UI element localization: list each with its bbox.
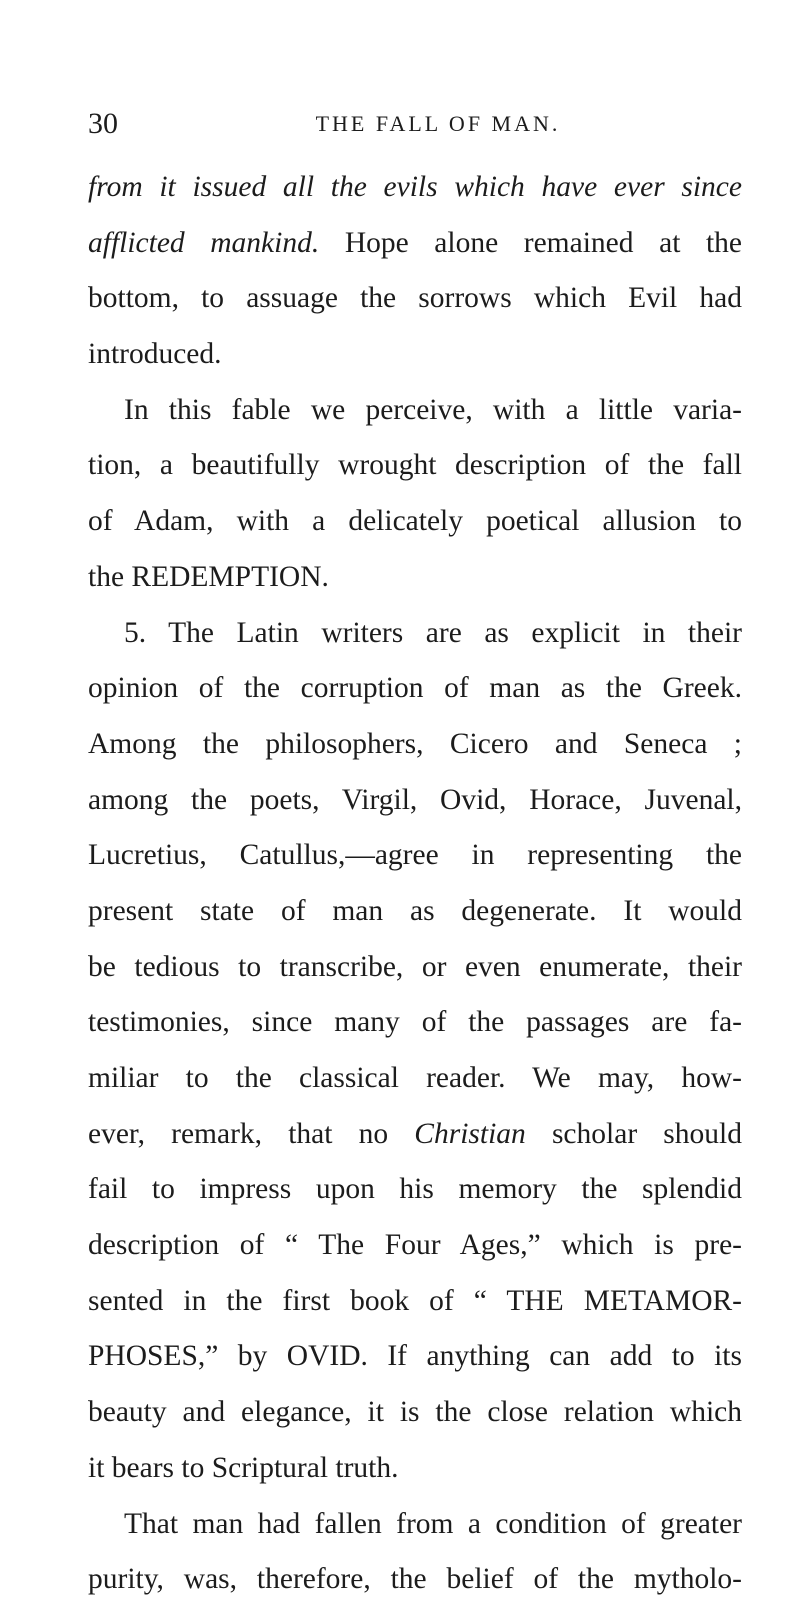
text-line-6: tion, a beautifully wrought description of the fall	[88, 449, 742, 482]
text-line-11: Among the philosophers, Cicero and Seneca ;	[88, 727, 742, 760]
page-header	[88, 102, 748, 146]
text-line-5: In this fable we perceive, with a little varia-	[124, 393, 742, 426]
text-line-2: afflicted mankind. Hope alone remained at the	[88, 226, 743, 259]
text-line-9: 5. The Latin writers are as explicit in their	[124, 616, 742, 649]
text-line-12: among the poets, Virgil, Ovid, Horace, Juvenal,	[88, 783, 742, 816]
text-line-7: of Adam, with a delicately poetical allusion to	[88, 505, 742, 538]
text-line-17: miliar to the classical reader. We may, how-	[88, 1062, 742, 1094]
text-line-19: fail to impress upon his memory the splendid	[88, 1173, 742, 1206]
body-text	[88, 160, 742, 1608]
running-head: THE FALL OF MAN.	[315, 111, 561, 136]
text-line-24: it bears to Scriptural truth.	[88, 1451, 399, 1484]
text-line-3: bottom, to assuage the sorrows which Evil had	[88, 282, 742, 315]
text-line-1: from it issued all the evils which have ever since	[88, 171, 742, 203]
text-line-26: purity, was, therefore, the belief of the mytholo-	[88, 1563, 742, 1596]
page-number: 30	[88, 107, 118, 140]
text-line-4: introduced.	[88, 338, 222, 371]
text-line-8: the REDEMPTION.	[88, 560, 329, 593]
text-line-15: be tedious to transcribe, or even enumerate, their	[88, 950, 742, 983]
text-line-14: present state of man as degenerate. It would	[88, 894, 742, 927]
text-line-16: testimonies, since many of the passages are fa-	[88, 1006, 742, 1039]
text-line-22: PHOSES,” by OVID. If anything can add to its	[88, 1340, 742, 1373]
text-line-20: description of “ The Four Ages,” which is pre-	[88, 1229, 742, 1262]
text-line-10: opinion of the corruption of man as the Greek.	[88, 672, 742, 705]
text-line-21: sented in the first book of “ THE METAMOR-	[88, 1284, 742, 1317]
text-line-18: ever, remark, that no Christian scholar should	[88, 1117, 742, 1150]
text-line-23: beauty and elegance, it is the close relation which	[88, 1396, 742, 1429]
text-line-13: Lucretius, Catullus,—agree in representing the	[88, 839, 742, 872]
text-line-25: That man had fallen from a condition of greater	[124, 1507, 742, 1540]
